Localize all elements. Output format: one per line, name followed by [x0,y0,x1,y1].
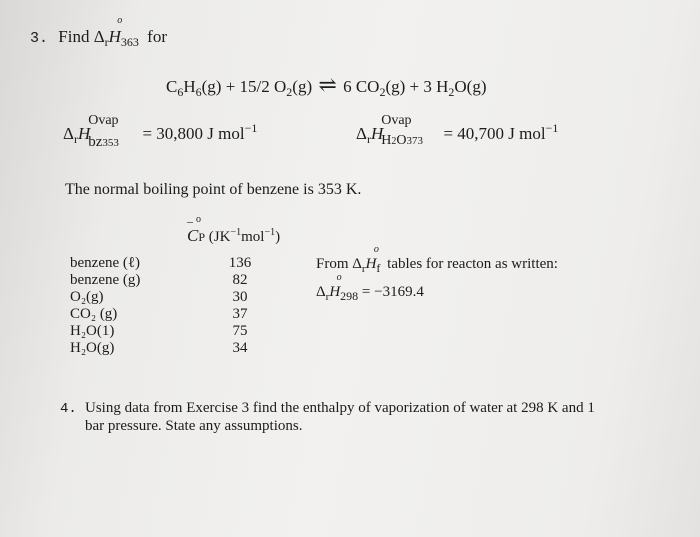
species-row: O₂(g) [70,289,104,305]
boiling-point-text: The normal boiling point of benzene is 353 K. [65,181,362,198]
exponent: −1 [230,227,242,238]
enthalpy-symbol: H [77,124,91,143]
delta-symbol: Δ [316,284,326,300]
temperature-subscript: 298 [340,289,359,303]
cp-value: 82 [232,272,248,288]
problem-3-number: 3. [30,30,49,47]
units-mol: mol [241,229,265,245]
heat-capacity-symbol: C – o [187,214,201,245]
carbon-symbol: C [166,77,178,96]
problem-4-number: 4. [60,401,77,417]
enthalpy-symbol: H o [365,244,379,272]
subscript: 2 [379,85,386,99]
enthalpy-symbol: H [370,124,384,143]
temperature-subscript: 363 [120,35,139,49]
delta-symbol: Δ [93,27,105,46]
enthalpy-symbol: H o [108,15,123,46]
reactant-text: (g) + 15/2 O [201,77,287,96]
from-note-text: tables for reacton as written: [387,256,558,272]
molar-bar: – [187,214,193,228]
units-close: ) [275,229,281,245]
subscript-f: f [376,261,381,275]
reactant-phase: (g) [292,77,313,96]
cp-value: 37 [232,306,248,322]
for-label: for [147,27,167,46]
benzene-vap-value: = 30,800 J mol [142,124,245,143]
enthalpy-symbol: H o [329,272,342,300]
subscript-r: r [104,35,109,49]
find-label: Find [58,27,90,46]
standard-state-circle: o [117,15,123,26]
species-row: benzene (ℓ) [70,255,141,271]
species-column [70,255,140,357]
reaction-enthalpy-value: = −3169.4 [361,284,424,300]
subscript: 6 [195,85,202,99]
cp-value: 34 [232,340,248,356]
species-row: CO₂ (g) [70,306,118,322]
equilibrium-arrow-icon: ⇌ [318,72,337,97]
delta-symbol: Δ [356,124,367,143]
cp-value: 75 [232,323,248,339]
reaction-equation [166,72,486,98]
species-row: H₂O(g) [70,340,115,356]
species-row: benzene (g) [70,272,141,288]
product-text: (g) + 3 H [385,77,449,96]
problem-4-line-2: bar pressure. State any assumptions. [85,418,303,434]
benzene-vap-enthalpy [63,113,258,150]
exponent: −1 [244,121,258,135]
subscript: 6 [177,85,184,99]
super-sub-stack [381,113,433,148]
delta-symbol: Δ [63,124,74,143]
exponent: −1 [264,227,276,238]
problem-4-line-1: Using data from Exercise 3 find the enthalpy of vaporization of water at 298 K and 1 [85,400,595,416]
water-vap-value: = 40,700 J mol [443,124,546,143]
benzene-subscript: bz353 [88,134,119,150]
from-label: From Δ [316,256,362,272]
cp-column-header [187,214,281,246]
product-text: 6 CO [343,77,380,96]
hydrogen-symbol: H [183,77,196,96]
superscript-vap: Ovap [381,113,412,128]
cp-value: 136 [228,255,252,271]
super-sub-stack [88,113,138,150]
subscript-p: P [198,230,206,244]
standard-state-circle: o [196,214,201,225]
exponent: −1 [545,121,559,135]
reaction-enthalpy-298 [316,272,424,303]
units-open: (JK [208,229,231,245]
water-vap-enthalpy [356,113,559,148]
water-subscript: H2O373 [381,133,423,148]
cp-value: 30 [232,289,248,305]
superscript-vap: Ovap [88,113,119,128]
subscript: 2 [448,85,455,99]
cp-values-column [220,255,260,357]
subscript: 2 [286,85,293,99]
subscript-r: r [361,263,366,275]
formation-tables-note [316,244,558,275]
standard-state-circle: o [373,244,379,255]
subscript-r: r [366,132,371,146]
product-phase: O(g) [454,77,487,96]
subscript-r: r [325,291,330,303]
subscript-r: r [73,132,78,146]
problem-3-heading [30,15,167,49]
species-row: H₂O(1) [70,323,115,339]
standard-state-circle: o [336,272,342,283]
